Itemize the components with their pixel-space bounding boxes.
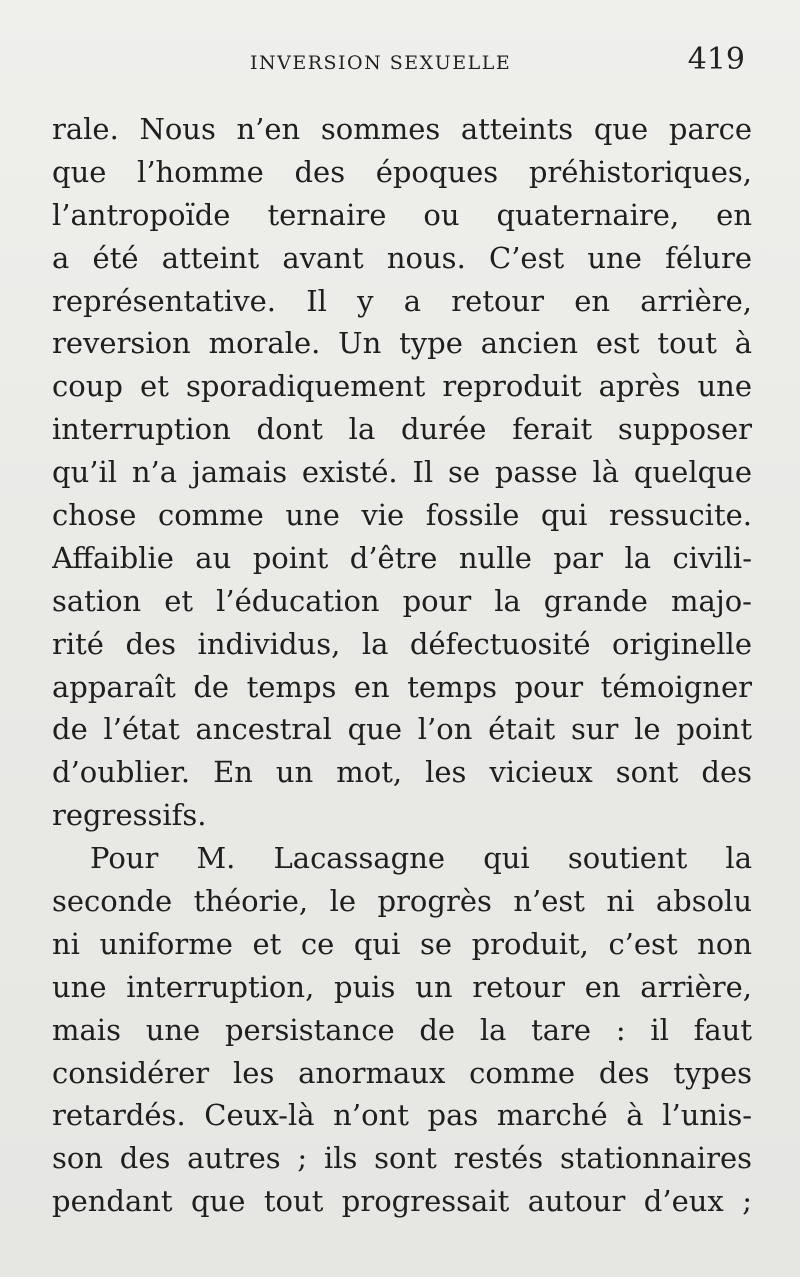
page-header: [50, 42, 745, 82]
text-line-paragraph-end: regressifs.: [52, 798, 207, 833]
text-line: retardés. Ceux-là n’ont pas marché à l’unis-: [52, 1098, 752, 1133]
text-line: qu’il n’a jamais existé. Il se passe là quelque: [52, 455, 752, 490]
text-line: Affaiblie au point d’être nulle par la civili-: [52, 540, 752, 575]
text-line: d’oublier. En un mot, les vicieux sont des: [52, 755, 752, 790]
text-line: ni uniforme et ce qui se produit, c’est non: [52, 926, 752, 961]
text-line: son des autres ; ils sont restés stationnaires: [52, 1141, 752, 1176]
text-line: l’antropoïde ternaire ou quaternaire, en: [52, 197, 752, 232]
text-line: considérer les anormaux comme des types: [52, 1055, 752, 1090]
text-line: que l’homme des époques préhistoriques,: [52, 154, 752, 189]
text-line: apparaît de temps en temps pour témoigner: [52, 669, 752, 704]
text-line: de l’état ancestral que l’on était sur le point: [52, 712, 752, 747]
text-line: mais une persistance de la tare : il faut: [52, 1012, 752, 1047]
text-line: rité des individus, la défectuosité originelle: [52, 626, 752, 661]
text-line: interruption dont la durée ferait supposer: [52, 412, 752, 447]
page-number: 419: [687, 42, 745, 77]
text-line: une interruption, puis un retour en arrière,: [52, 969, 752, 1004]
text-line: représentative. Il y a retour en arrière,: [52, 283, 752, 318]
text-line: coup et sporadiquement reproduit après une: [52, 369, 752, 404]
text-line: chose comme une vie fossile qui ressucite.: [52, 498, 752, 533]
text-line: pendant que tout progressait autour d’eux ;: [52, 1184, 752, 1219]
text-line: seconde théorie, le progrès n’est ni absolu: [52, 884, 752, 919]
body-text: [52, 108, 752, 1223]
text-line: sation et l’éducation pour la grande majo-: [52, 583, 752, 618]
text-line-paragraph-start: Pour M. Lacassagne qui soutient la: [90, 841, 752, 876]
text-line: reversion morale. Un type ancien est tout à: [52, 326, 752, 361]
text-line: rale. Nous n’en sommes atteints que parce: [52, 112, 752, 146]
running-title: INVERSION SEXUELLE: [250, 52, 512, 74]
text-line: a été atteint avant nous. C’est une félure: [52, 240, 752, 275]
